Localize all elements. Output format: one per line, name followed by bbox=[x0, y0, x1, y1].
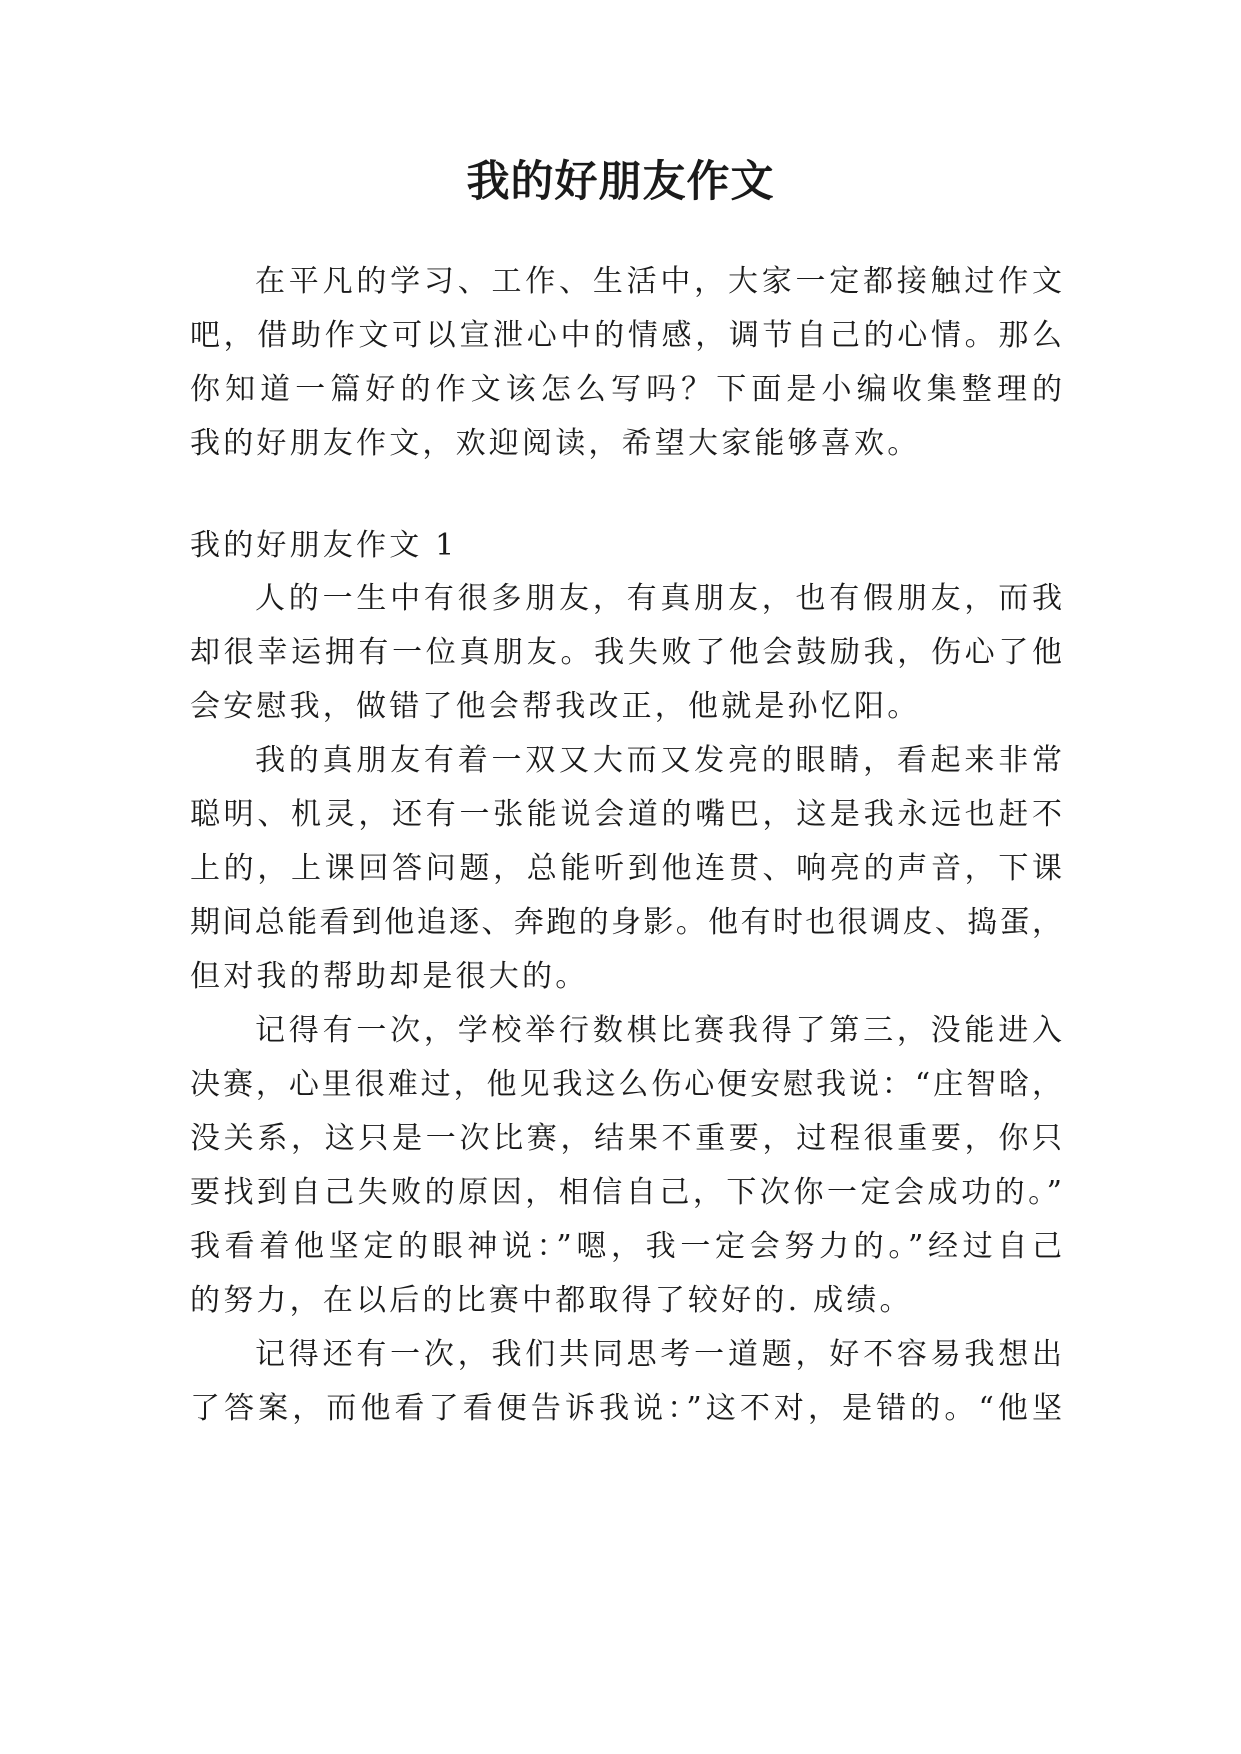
section-heading: 我的好朋友作文 1 bbox=[190, 528, 458, 563]
paragraph2-line-3: 上的，上课回答问题，总能听到他连贯、响亮的声音，下课 bbox=[190, 851, 1062, 886]
paragraph3-line-2: 决赛，心里很难过，他见我这么伤心便安慰我说：“庄智晗， bbox=[190, 1067, 1062, 1102]
paragraph2-line-5: 但对我的帮助却是很大的。 bbox=[190, 959, 589, 994]
document-title: 我的好朋友作文 bbox=[466, 157, 775, 207]
paragraph2-line-2: 聪明、机灵，还有一张能说会道的嘴巴，这是我永远也赶不 bbox=[190, 797, 1062, 832]
paragraph2-line-1: 我的真朋友有着一双又大而又发亮的眼睛，看起来非常 bbox=[255, 743, 1062, 778]
paragraph1-line-3: 会安慰我，做错了他会帮我改正，他就是孙忆阳。 bbox=[190, 689, 921, 724]
intro-line-2: 吧，借助作文可以宣泄心中的情感，调节自己的心情。那么 bbox=[190, 318, 1062, 353]
paragraph4-line-1: 记得还有一次，我们共同思考一道题，好不容易我想出 bbox=[255, 1337, 1062, 1372]
intro-line-1: 在平凡的学习、工作、生活中，大家一定都接触过作文 bbox=[255, 264, 1062, 299]
paragraph2-line-4: 期间总能看到他追逐、奔跑的身影。他有时也很调皮、捣蛋， bbox=[190, 905, 1062, 940]
paragraph4-line-2: 了答案，而他看了看便告诉我说：”这不对，是错的。“他坚 bbox=[190, 1391, 1062, 1426]
intro-line-3: 你知道一篇好的作文该怎么写吗？下面是小编收集整理的 bbox=[190, 372, 1062, 407]
paragraph1-line-2: 却很幸运拥有一位真朋友。我失败了他会鼓励我，伤心了他 bbox=[190, 635, 1062, 670]
paragraph3-line-3: 没关系，这只是一次比赛，结果不重要，过程很重要，你只 bbox=[190, 1121, 1062, 1156]
paragraph3-line-4: 要找到自己失败的原因，相信自己，下次你一定会成功的。” bbox=[190, 1175, 1062, 1210]
paragraph3-line-5: 我看着他坚定的眼神说：”嗯，我一定会努力的。”经过自己 bbox=[190, 1229, 1062, 1264]
paragraph3-line-1: 记得有一次，学校举行数棋比赛我得了第三，没能进入 bbox=[255, 1013, 1062, 1048]
paragraph3-line-6: 的努力，在以后的比赛中都取得了较好的. 成绩。 bbox=[190, 1283, 913, 1318]
intro-line-4: 我的好朋友作文，欢迎阅读，希望大家能够喜欢。 bbox=[190, 426, 921, 461]
paragraph1-line-1: 人的一生中有很多朋友，有真朋友，也有假朋友，而我 bbox=[255, 581, 1062, 616]
